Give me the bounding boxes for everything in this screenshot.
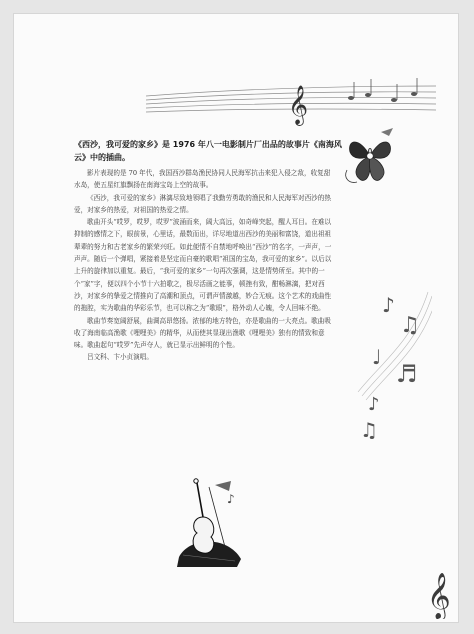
music-notes-icon: [352, 272, 432, 442]
music-staff-icon: [146, 76, 436, 126]
svg-text:♫: ♫: [400, 313, 420, 338]
svg-text:♫: ♫: [360, 418, 378, 442]
svg-text:♬: ♬: [396, 360, 418, 388]
body-paragraph: 歌曲开头“哎罗，哎罗，哎罗”波涌而来，阔大高远，如奇峰突起，醒人耳目。在难以抑制的感情之下，眼前景，心里话，最数而出，详尽地道出西沙的美丽和富饶，道出祖祖辈辈的努力和古老家乡的繁荣兴旺。如此便情不自禁地呼唤出“西沙”的名字，一声声，一声声。随后一个弹唱，紧接着是坚定而自豪的歌唱“祖国的宝岛，我可爱的家乡”。以后以上升的旋律加以重复。最后，“我可爱的家乡”一句再次强调，这是情势所至。其中的一个“家”字，便以四个小节十六拍歌之，极尽活画之能事，顿挫有致，酣畅淋漓，把对西沙，对家乡的挚爱之情推向了高潮和顶点，可谓声情激越，妙合无痕。这个艺术的戏曲性的拖腔，实为歌曲的华彩乐节，也可以称之为“歌眼”，格外动人心魄，令人回味不绝。: [74, 218, 332, 313]
treble-clef-icon: [425, 567, 451, 619]
svg-text:♪: ♪: [368, 394, 380, 415]
svg-text:𝄞: 𝄞: [427, 573, 451, 619]
pansy-flower-icon: [341, 126, 399, 188]
body-paragraph: 歌曲节奏宽阔舒展，曲调高昂悠扬。浓郁的地方特色，亦是歌曲的一大亮点。歌曲吸收了海南临高渔歌《哩哩美》的精华，从而使其显现出渔歌《哩哩美》独有的情致和意味。歌曲起句“哎罗”先声夺人，就已显示出鲜明的个性。: [74, 316, 331, 350]
svg-text:♪: ♪: [227, 492, 235, 506]
performer-credit: 吕文科、卞小贞演唱。: [87, 353, 153, 362]
book-page: [14, 14, 458, 622]
article-body: [74, 167, 336, 364]
page-title: 《西沙，我可爱的家乡》是 1976 年八一电影制片厂出品的故事片《南海风云》中的插曲。: [74, 140, 342, 162]
body-paragraph: 影片表现的是 70 年代，我国西沙群岛渔民协同人民海军抗击来犯入侵之敌，收复甜水岛，使五星红旗飘扬在南海宝岛上空的故事。: [74, 169, 331, 190]
violin-icon: [169, 477, 247, 569]
body-paragraph: 《西沙，我可爱的家乡》淋漓尽致地领唱了我勤劳勇敢的渔民和人民海军对西沙的热爱，对家乡的热爱，对祖国的热爱之情。: [74, 193, 331, 214]
svg-text:♪: ♪: [382, 293, 395, 317]
svg-text:♩: ♩: [372, 345, 382, 369]
svg-text:𝄞: 𝄞: [288, 85, 309, 125]
